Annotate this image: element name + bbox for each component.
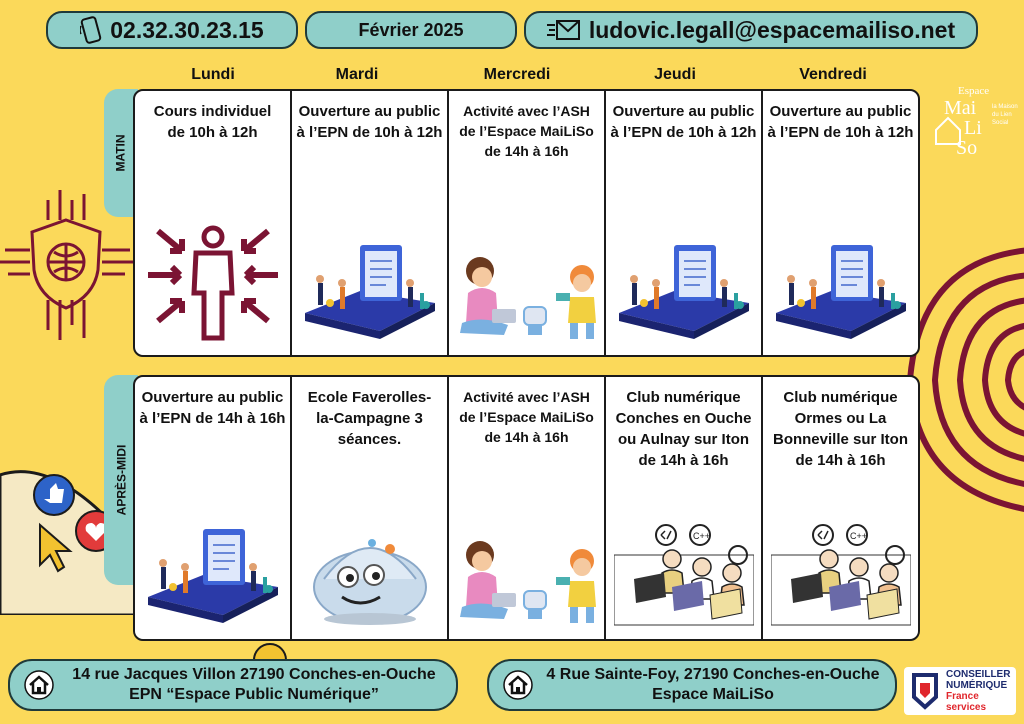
logo-line-2: NUMÉRIQUE <box>946 680 1008 691</box>
office-scene-icon <box>143 527 283 627</box>
office-scene-icon <box>771 243 911 343</box>
afternoon-cell-lundi[interactable] <box>135 377 292 639</box>
logo-tagline-1: la Maison <box>992 104 1018 110</box>
logo-word-li: Li <box>964 117 982 139</box>
day-header-vendredi: Vendredi <box>799 66 867 83</box>
coding-club-icon <box>614 515 754 627</box>
logo-text <box>946 669 1010 713</box>
morning-cell-jeudi[interactable] <box>606 91 763 355</box>
afternoon-cell-mardi[interactable] <box>292 377 449 639</box>
phone-pill <box>46 11 298 49</box>
logo-line-4: services <box>946 702 987 713</box>
address-mailiso <box>487 659 897 711</box>
kids-robot-icon <box>452 537 602 627</box>
home-icon <box>24 670 54 700</box>
logo-word-mai: Mai <box>944 97 977 119</box>
morning-cell-text: Ouverture au public à l’EPN de 10h à 12h <box>610 103 757 141</box>
office-scene-icon <box>614 243 754 343</box>
address-mailiso-line1: 4 Rue Sainte-Foy, 27190 Conches-en-Ouche <box>546 666 880 683</box>
morning-cell-text: Activité avec l’ASH de l’Espace MaiLiSo de 14h à 16h <box>459 103 594 159</box>
afternoon-row <box>133 375 920 641</box>
blue-bot-robot-icon <box>310 517 430 627</box>
logo-line-3: France <box>946 691 979 702</box>
office-scene-icon <box>300 243 440 343</box>
address-epn-line1: 14 rue Jacques Villon 27190 Conches-en-Ouche <box>72 666 436 683</box>
phone-number[interactable]: 02.32.30.23.15 <box>110 16 264 43</box>
logo-line-1: CONSEILLER <box>946 669 1011 680</box>
person-focus-icon <box>148 223 278 343</box>
france-services-icon <box>908 671 942 711</box>
morning-cell-mardi[interactable] <box>292 91 449 355</box>
morning-cell-text: Ouverture au public à l’EPN de 10h à 12h <box>296 103 443 141</box>
afternoon-cell-text: Club numérique Ormes ou La Bonneville sur Iton de 14h à 16h <box>772 389 908 469</box>
morning-cell-text: Ouverture au public à l’EPN de 10h à 12h <box>767 103 914 141</box>
day-header-jeudi: Jeudi <box>654 66 696 83</box>
afternoon-label: APRÈS-MIDI <box>114 444 129 516</box>
afternoon-cell-text: Ouverture au public à l’EPN de 14h à 16h <box>139 389 286 427</box>
morning-cell-vendredi[interactable] <box>763 91 918 355</box>
month-label: Février 2025 <box>358 19 464 40</box>
address-epn-line2: EPN “Espace Public Numérique” <box>129 686 379 703</box>
kids-robot-icon <box>452 253 602 343</box>
morning-label: MATIN <box>114 134 129 172</box>
day-header-mardi: Mardi <box>335 66 379 83</box>
espace-mailiso-logo <box>930 80 1020 160</box>
day-header-lundi: Lundi <box>191 66 235 83</box>
address-epn-text <box>66 665 456 705</box>
logo-tagline-3: Social <box>992 120 1009 126</box>
afternoon-cell-text: Ecole Faverolles-la-Campagne 3 séances. <box>307 389 432 448</box>
email-pill <box>524 11 978 49</box>
afternoon-cell-mercredi[interactable] <box>449 377 606 639</box>
morning-row <box>133 89 920 357</box>
morning-cell-text: Cours individuel de 10h à 12h <box>153 103 272 141</box>
home-icon <box>503 670 533 700</box>
address-epn <box>8 659 458 711</box>
logo-tagline-2: du Lien <box>992 112 1012 118</box>
logo-word-espace: Espace <box>958 85 990 97</box>
afternoon-cell-vendredi[interactable] <box>763 377 918 639</box>
logo-word-so: So <box>956 137 978 159</box>
email-address[interactable]: ludovic.legall@espacemailiso.net <box>588 16 956 43</box>
phone-icon <box>80 16 102 44</box>
morning-cell-lundi[interactable] <box>135 91 292 355</box>
address-mailiso-line2: Espace MaiLiSo <box>652 686 774 703</box>
day-header-mercredi: Mercredi <box>483 66 551 83</box>
morning-cell-mercredi[interactable] <box>449 91 606 355</box>
afternoon-cell-text: Club numérique Conches en Ouche ou Aulnay sur Iton de 14h à 16h <box>615 389 752 469</box>
conseiller-numerique-logo <box>904 667 1016 715</box>
month-pill <box>305 11 517 49</box>
coding-club-icon <box>771 515 911 627</box>
afternoon-cell-jeudi[interactable] <box>606 377 763 639</box>
address-mailiso-text <box>545 665 895 705</box>
envelope-icon <box>547 19 581 41</box>
afternoon-cell-text: Activité avec l’ASH de l’Espace MaiLiSo de 14h à 16h <box>459 389 594 445</box>
